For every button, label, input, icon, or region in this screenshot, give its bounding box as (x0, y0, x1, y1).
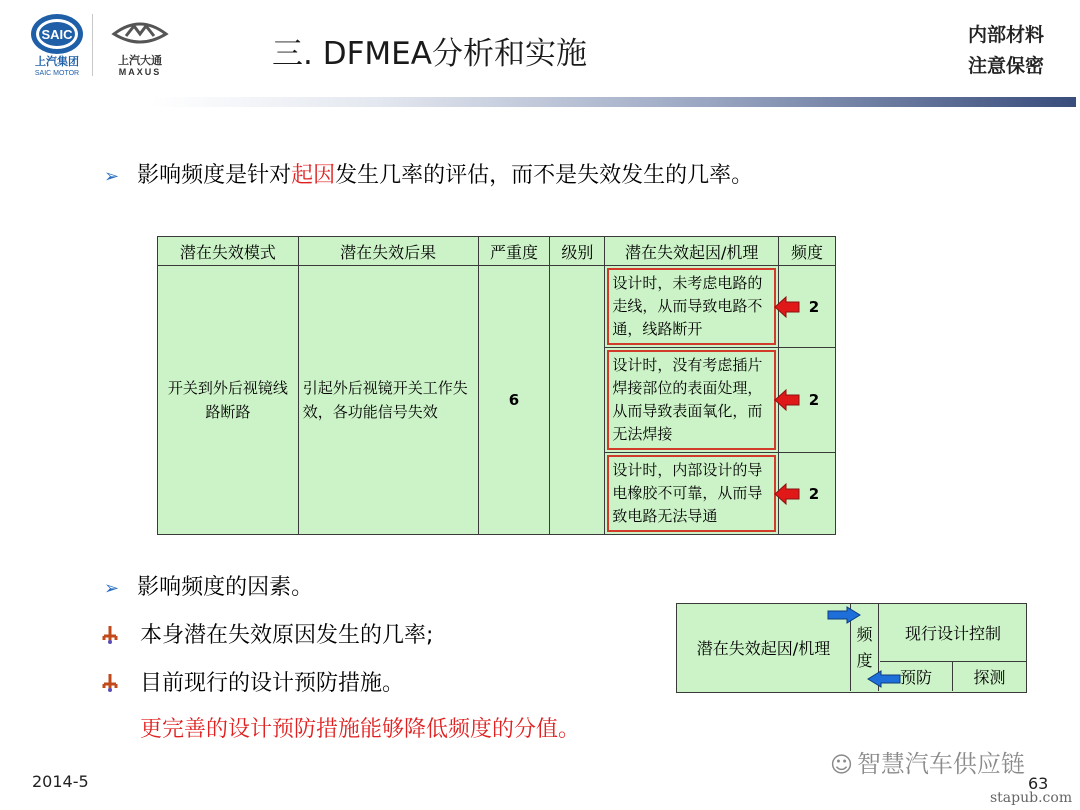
maxus-logo-en: MAXUS (118, 67, 162, 77)
bullet-frequency-definition (104, 158, 753, 189)
mini-detection: 探测 (973, 668, 1006, 687)
logo-divider (92, 14, 93, 76)
bullet1-suffix: 发生几率的评估，而不是失效发生的几率。 (335, 163, 754, 188)
bullet-factor-1 (100, 618, 433, 649)
frequency-value-3: 2 (808, 484, 820, 503)
cell-cause-1 (605, 266, 779, 348)
confidential-line2: 注意保密 (968, 55, 1045, 77)
bullet-factor-2 (100, 666, 404, 697)
cell-cause-3 (605, 453, 779, 535)
frequency-value-2: 2 (808, 391, 820, 409)
factor-2-text: 目前现行的设计预防措施。 (140, 671, 405, 696)
mini-cause-cell: 潜在失效起因/机理 (677, 604, 851, 691)
saic-logo-text: SAIC (41, 27, 73, 42)
cause-box-2: 设计时，没有考虑插片焊接部位的表面处理，从而导致表面氧化，而无法焊接 (607, 350, 776, 450)
header-failure-mode: 潜在失效模式 (158, 237, 299, 266)
cell-frequency-3 (779, 453, 836, 535)
maxus-logo-cn: 上汽大通 (118, 54, 162, 67)
mini-current-controls: 现行设计控制 (880, 604, 1026, 662)
watermark (830, 744, 1025, 779)
footer-date: 2014-5 (32, 772, 89, 791)
watermark-site: stapub.com (990, 790, 1073, 806)
saic-logo-en: SAIC MOTOR (34, 70, 80, 77)
confidential-line1: 内部材料 (968, 24, 1045, 46)
red-arrow-icon (774, 388, 800, 412)
mini-freq-line2: 度 (856, 651, 873, 670)
cell-class (550, 266, 605, 535)
fmea-table (157, 236, 836, 535)
design-control-diagram (676, 603, 1027, 693)
wechat-icon: ☺ (830, 753, 853, 778)
conclusion-text: 更完善的设计预防措施能够降低频度的分值。 (140, 717, 581, 742)
cause-box-3: 设计时，内部设计的导电橡胶不可靠，从而导致电路无法导通 (607, 455, 776, 532)
cell-failure-effect: 引起外后视镜开关工作失效，各功能信号失效 (298, 266, 478, 535)
header-severity: 严重度 (478, 237, 550, 266)
arrow-bullet-icon: ➢ (104, 166, 120, 187)
table-row (158, 266, 836, 348)
cell-severity: 6 (478, 266, 550, 535)
watermark-text: 智慧汽车供应链 (856, 750, 1025, 778)
blue-arrow-right-icon (827, 606, 861, 624)
factors-heading: 影响频度的因素。 (137, 575, 314, 600)
cell-frequency-1 (779, 266, 836, 348)
table-header-row (158, 237, 836, 266)
page-title: 三. DFMEA分析和实施 (272, 36, 587, 72)
header-frequency: 频度 (779, 237, 836, 266)
saic-logo (26, 12, 88, 78)
red-arrow-icon (774, 295, 800, 319)
mini-freq-line1: 频 (856, 625, 873, 644)
mini-prevention: 预防 (880, 662, 953, 691)
page-number: 63 (1028, 774, 1049, 793)
maxus-logo (104, 12, 176, 78)
factor-1-text: 本身潜在失效原因发生的几率; (140, 623, 434, 648)
bullet1-prefix: 影响频度是针对 (137, 163, 292, 188)
header-class: 级别 (550, 237, 605, 266)
saic-logo-cn: 上汽集团 (35, 55, 79, 68)
header-failure-effect: 潜在失效后果 (298, 237, 478, 266)
fork-bullet-icon (100, 672, 120, 692)
confidential-label (968, 20, 1044, 82)
frequency-value-1: 2 (808, 297, 820, 316)
arrow-bullet-icon: ➢ (104, 578, 120, 599)
bullet1-highlight: 起因 (291, 163, 336, 188)
blue-arrow-left-icon (867, 670, 901, 688)
header-cause: 潜在失效起因/机理 (605, 237, 779, 266)
fork-bullet-icon (100, 624, 120, 644)
cause-box-1: 设计时，未考虑电路的走线，从而导致电路不通，线路断开 (607, 268, 776, 345)
bullet-factors-heading (104, 570, 313, 601)
cell-failure-mode: 开关到外后视镜线路断路 (158, 266, 299, 535)
cell-cause-2 (605, 348, 779, 453)
header-gradient-bar (150, 97, 1076, 107)
red-arrow-icon (774, 482, 800, 506)
cell-frequency-2 (779, 348, 836, 453)
